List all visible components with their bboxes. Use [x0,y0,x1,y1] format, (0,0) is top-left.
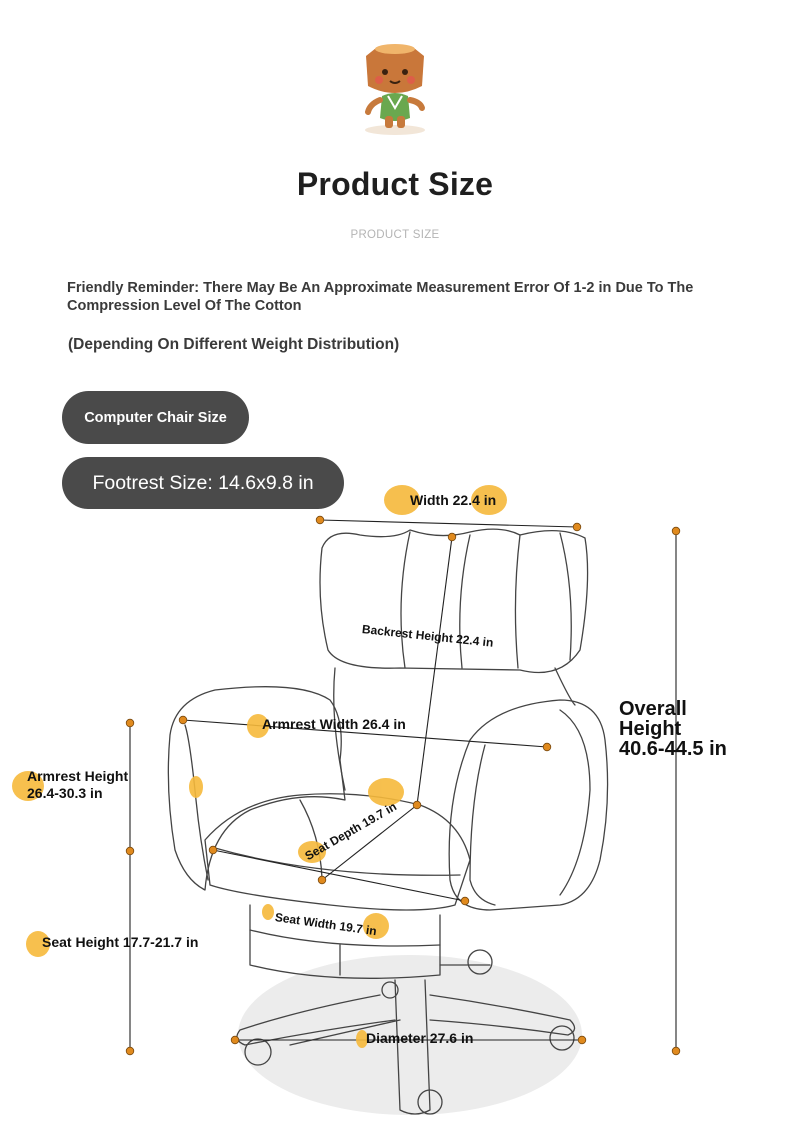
seat-height-label: Seat Height 17.7-21.7 in [42,934,199,950]
backrest-height-label: Backrest Height 22.4 in [361,622,495,650]
measurement-reminder: Friendly Reminder: There May Be An Approximate Measurement Error Of 1-2 in Due To The Compression Level Of The Cotton [67,280,694,314]
diameter-label: Diameter 27.6 in [366,1030,474,1046]
computer-chair-size-button[interactable]: Computer Chair Size [62,391,249,444]
weight-distribution-note: (Depending On Different Weight Distribution) [68,336,400,353]
overall-height-line1: Overall [619,698,687,720]
overall-height-label [619,699,759,759]
armrest-width-label: Armrest Width 26.4 in [262,716,406,732]
overall-height-line2: Height [619,718,682,740]
width-label: Width 22.4 in [410,492,497,508]
armrest-height-label-line2: 26.4-30.3 in [27,785,103,801]
overall-height-line3: 40.6-44.5 in [619,738,727,760]
seat-depth-label: Seat Depth 19.7 in [302,799,400,864]
seat-width-label: Seat Width 19.7 in [274,910,378,939]
page-title: Product Size [296,166,494,202]
armrest-height-label-line1: Armrest Height [27,768,129,784]
footrest-size-button[interactable]: Footrest Size: 14.6x9.8 in [62,457,344,509]
page-subtitle: PRODUCT SIZE [350,229,440,241]
